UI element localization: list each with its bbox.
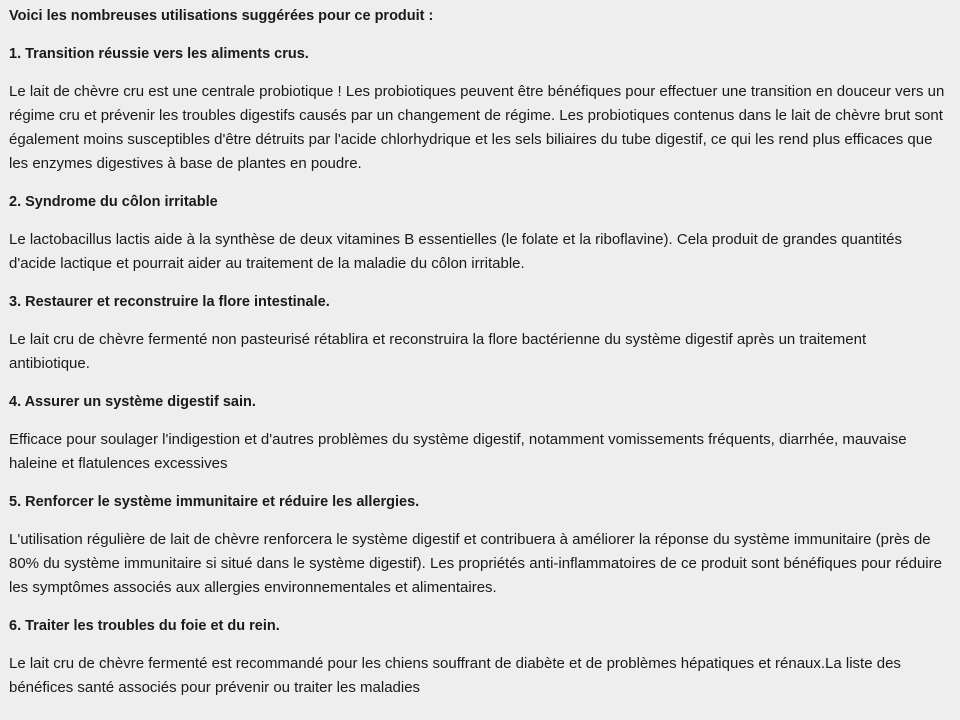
section-6-body: Le lait cru de chèvre fermenté est recommandé pour les chiens souffrant de diabète et de problèmes hépatiques et rénaux.La liste des bénéfices santé associés pour prévenir ou traiter les maladies bbox=[9, 655, 901, 696]
section-2-heading: 2. Syndrome du côlon irritable bbox=[9, 194, 218, 210]
section-4-body: Efficace pour soulager l'indigestion et d'autres problèmes du système digestif, notamment vomissements fréquents, diarrhée, mauvaise haleine et flatulences excessives bbox=[9, 431, 907, 472]
section-3-body: Le lait cru de chèvre fermenté non pasteurisé rétablira et reconstruira la flore bactérienne du système digestif après un traitement antibiotique. bbox=[9, 331, 867, 372]
section-2-body: Le lactobacillus lactis aide à la synthèse de deux vitamines B essentielles (le folate et la riboflavine). Cela produit de grandes quantités d'acide lactique et pourrait aider au traitement de la maladie du côlon irritable. bbox=[9, 231, 903, 272]
section-5-body: L'utilisation régulière de lait de chèvre renforcera le système digestif et contribuera à améliorer la réponse du système immunitaire (près de 80% du système immunitaire si situé dans le système digestif). Les propriétés anti-inflammatoires de ce produit sont bénéfiques pour réduire les symptômes associés aux allergies environnementales et alimentaires. bbox=[9, 531, 942, 596]
section-4-heading: 4. Assurer un système digestif sain. bbox=[9, 394, 256, 410]
section-5-heading: 5. Renforcer le système immunitaire et réduire les allergies. bbox=[9, 494, 420, 510]
section-6-heading: 6. Traiter les troubles du foie et du rein. bbox=[9, 618, 280, 634]
intro-text: Voici les nombreuses utilisations suggérées pour ce produit : bbox=[9, 8, 434, 24]
section-1-body: Le lait de chèvre cru est une centrale probiotique ! Les probiotiques peuvent être bénéfiques pour effectuer une transition en douceur vers un régime cru et prévenir les troubles digestifs causés par un changement de régime. Les probiotiques contenus dans le lait de chèvre brut sont également moins susceptibles d'être détruits par l'acide chlorhydrique et les sels biliaires du tube digestif, ce qui les rend plus efficaces que les enzymes digestives à base de plantes en poudre. bbox=[9, 83, 945, 172]
section-1-heading: 1. Transition réussie vers les aliments crus. bbox=[9, 46, 309, 62]
section-3-heading: 3. Restaurer et reconstruire la flore intestinale. bbox=[9, 294, 330, 310]
